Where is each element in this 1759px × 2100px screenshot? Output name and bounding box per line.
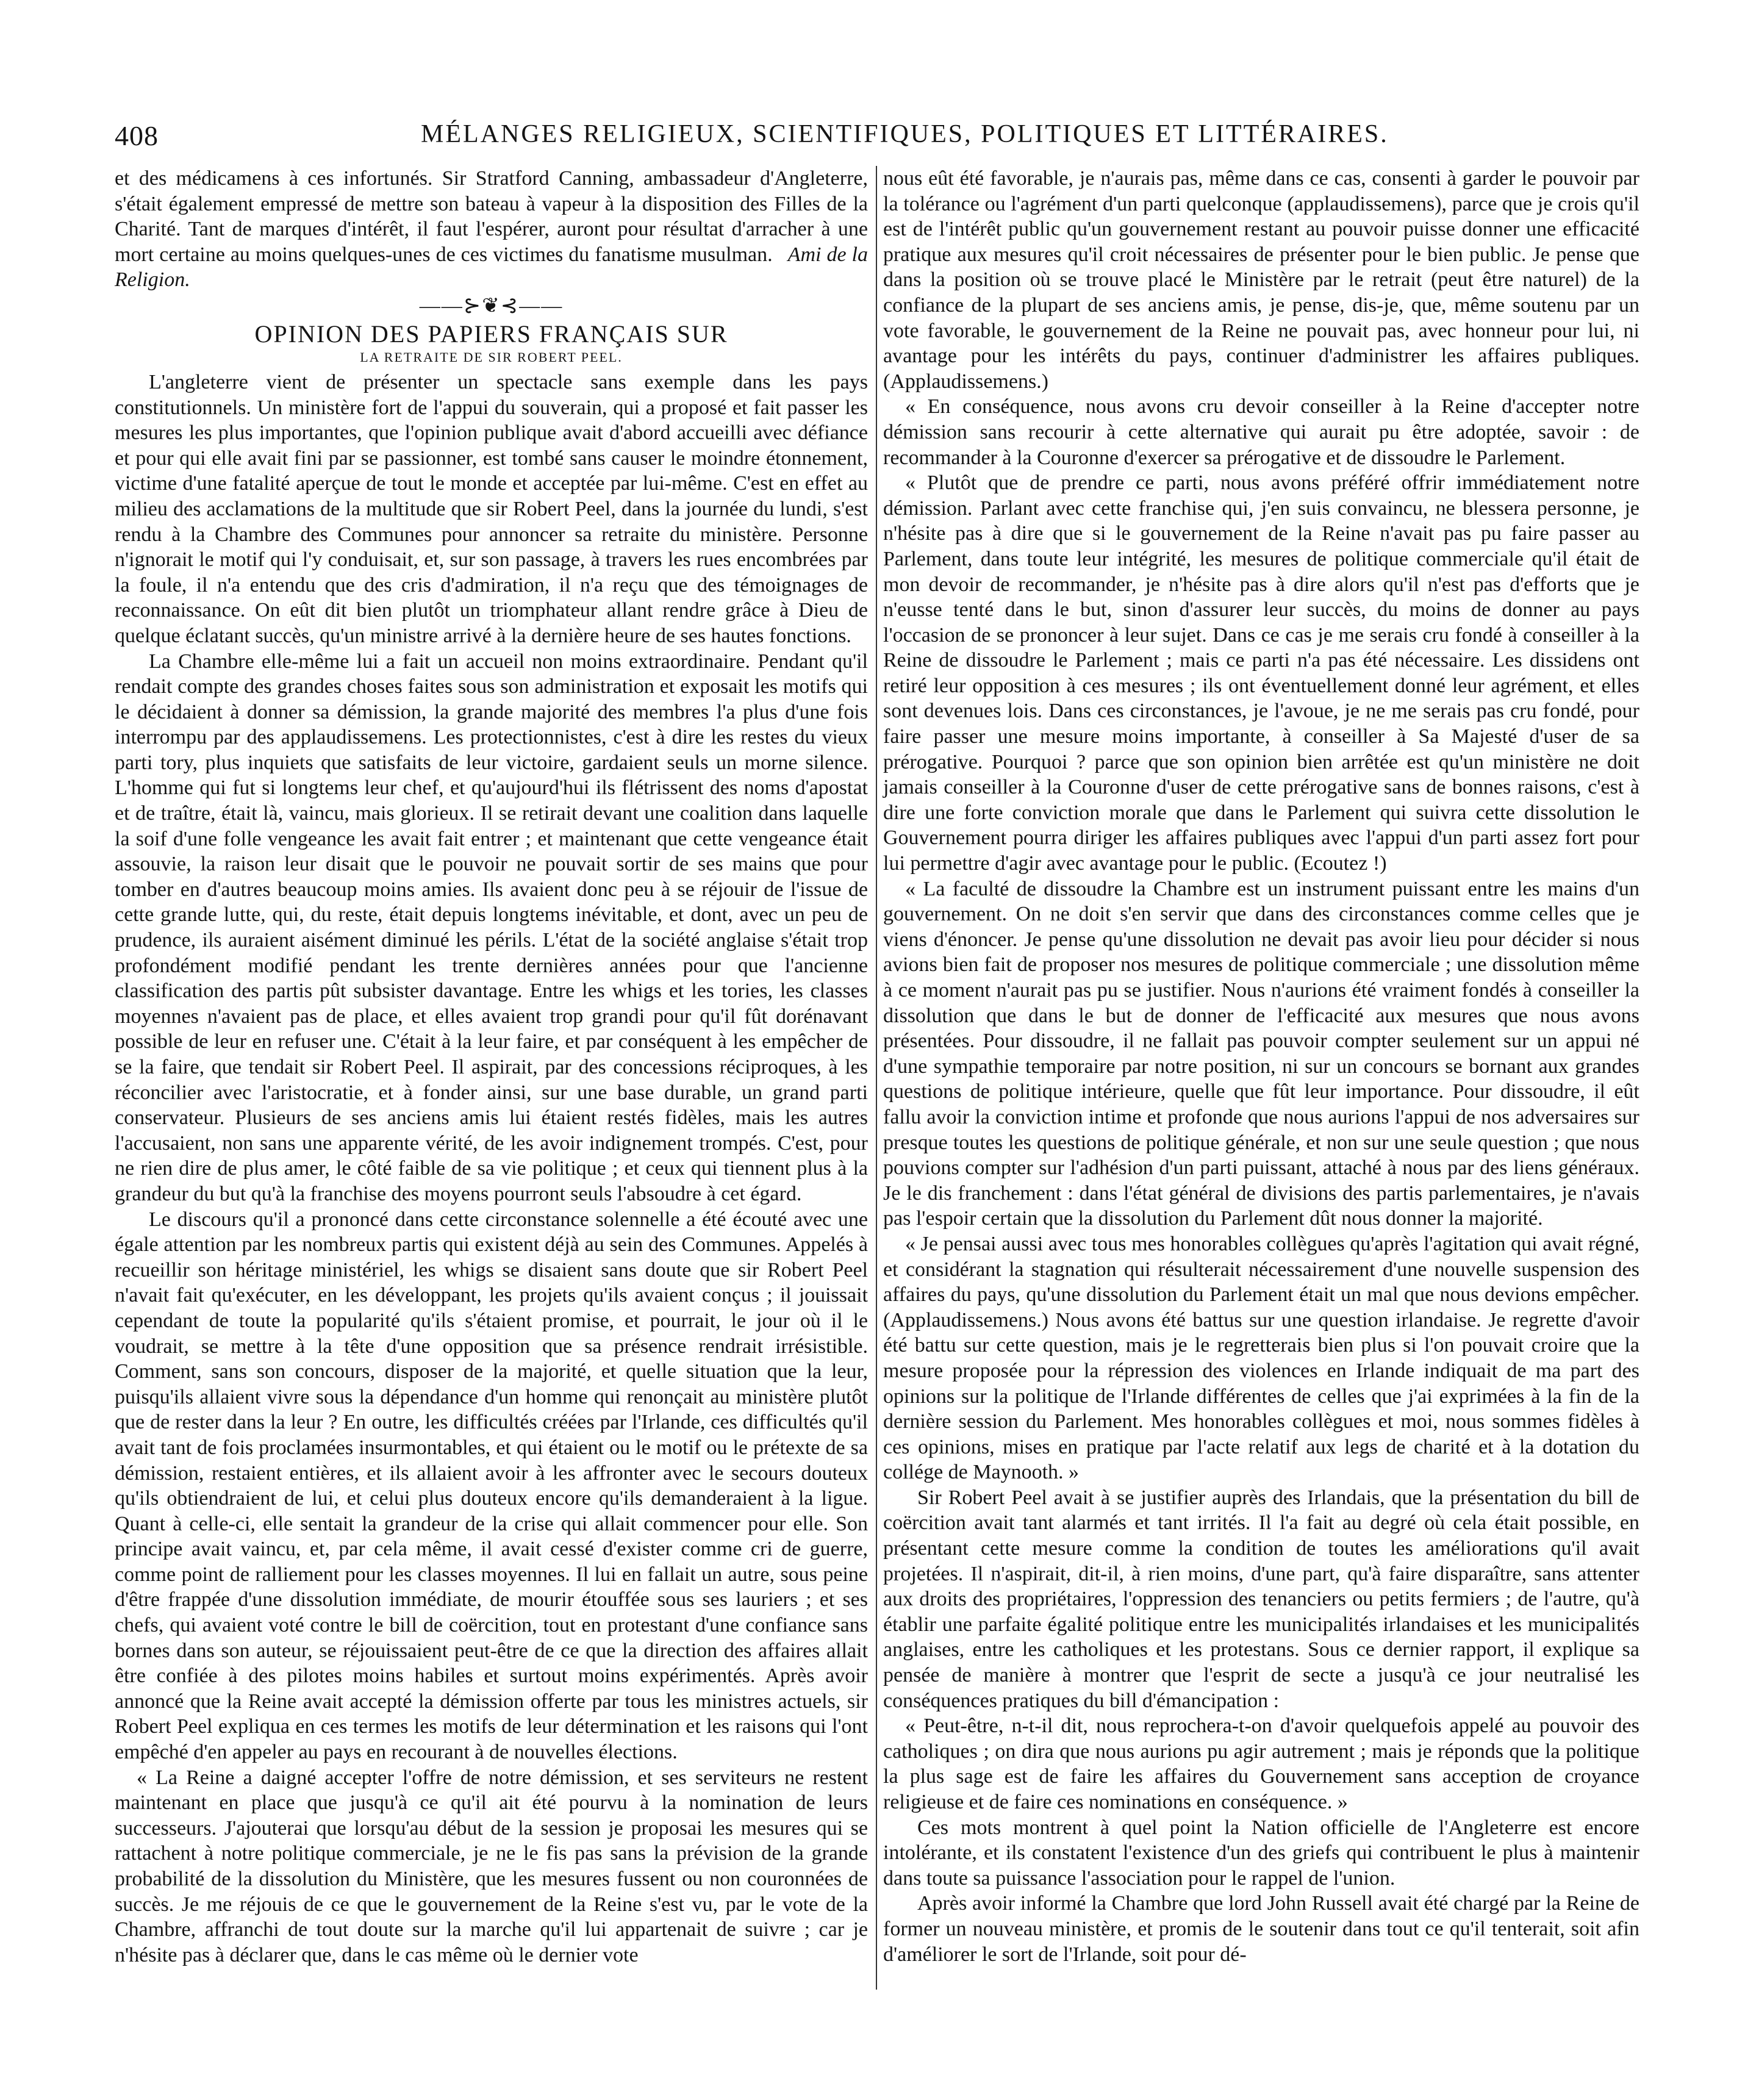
article-title: OPINION DES PAPIERS FRANÇAIS SUR — [254, 320, 728, 348]
column-divider — [876, 166, 877, 1990]
quote-paragraph: « La Reine a daigné accepter l'offre de notre démission, et ses serviteurs ne restent maintenant en place que jusqu'à ce qu'il ait été pourvu à la nomination de leurs successeurs. J'ajouterai que lorsqu'au début de la session je proposai les mesures qui se rattachent à notre politique commerciale, je ne le fis pas sans la prévision de la grande probabilité de la dissolution du Ministère, que les mesures fussent ou non couronnées de succès. Je me réjouis de ce que le gouvernement de la Reine s'est vu, par le vote de la Chambre, affranchi de tout doute sur la marche qu'il lui appartenait de suivre ; car je n'hésite pas à déclarer que, dans le cas même où le dernier vote — [115, 1766, 868, 1966]
article-paragraph: Le discours qu'il a prononcé dans cette circonstance solennelle a été écouté avec une égale attention par les nombreux partis qui existent déjà au sein des Communes. Appelés à recueillir son héritage ministériel, les whigs se disaient sans doute que sir Robert Peel n'avait fait qu'exécuter, en les développant, les projets qu'ils avaient conçus ; il jouissait cependant de toute la popularité qu'ils s'étaient promise, et pourrait, le jour où il le voudrait, se mettre à la tête d'une opposition que sa présence rendrait irrésistible. Comment, sans son concours, disposer de la majorité, et quelle situation que la leur, puisqu'ils allaient vivre sous la dépendance d'un homme qui renonçait au ministère plutôt que de rester dans la leur ? En outre, les difficultés créées par l'Irlande, ces difficultés qu'il avait tant de fois proclamées insurmontables, et qui étaient ou le motif ou le prétexte de sa démission, restaient entières, et ils allaient avoir à les affronter avec le secours douteux qu'ils obtiendraient de lui, et celui plus douteux encore qu'ils demanderaient à la ligue. Quant à celle-ci, elle sentait la grandeur de la crise qui allait commencer pour elle. Son principe avait vaincu, et, par cela même, il avait cessé d'exister comme cri de guerre, comme point de ralliement pour les classes moyennes. Il lui en fallait un autre, sous peine d'être frappée d'une dissolution immédiate, de mourir étouffée sous ses lauriers ; et ses chefs, qui avaient voté contre le bill de coërcition, tout en protestant d'une confiance sans bornes dans son auteur, se réjouissaient peut-être de ce que la direction des affaires allait être confiée à des pilotes moins habiles et surtout moins expérimentés. Après avoir annoncé que la Reine avait accepté la démission offerte par tous les ministres actuels, sir Robert Peel expliqua en ces termes les motifs de leur détermination et les raisons qui l'ont empêché d'en appeler au pays en recourant à de nouvelles élections. — [115, 1208, 868, 1764]
intro-paragraph — [115, 166, 868, 293]
intro-signature: Ami de la Religion. — [115, 243, 868, 292]
right-column — [883, 166, 1639, 1967]
page-number: 408 — [115, 120, 159, 151]
section-ornament: ——⊱❦⊰—— — [419, 294, 564, 317]
article-paragraph: Ces mots montrent à quel point la Nation officielle de l'Angleterre est encore intolérante, et ils constatent l'existence d'un des griefs qui contribuent le plus à maintenir dans toute sa puissance l'association pour le rappel de l'union. — [883, 1816, 1639, 1890]
article-paragraph: La Chambre elle-même lui a fait un accueil non moins extraordinaire. Pendant qu'il rendait compte des grandes choses faites sous son administration et exposait les motifs qui le décidaient à donner sa démission, la grande majorité des membres l'a plus d'une fois interrompu par des applaudissemens. Les protectionnistes, c'est à dire les restes du vieux parti tory, plus inquiets que satisfaits de leur victoire, gardaient seuls un morne silence. L'homme qui fut si longtems leur chef, et qu'aujourd'hui ils flétrissent des noms d'apostat et de traître, était là, vaincu, mais glorieux. Il se retirait devant une coalition dans laquelle la soif d'une folle vengeance les avait fait entrer ; et maintenant que cette vengeance était assouvie, la raison leur disait que le pouvoir ne pouvait sortir de ses mains que pour tomber en d'autres beaucoup moins amies. Ils avaient donc peu à se réjouir de l'issue de cette grande lutte, qui, du reste, était depuis longtems inévitable, et dont, avec un peu de prudence, ils auraient aisément diminué les périls. L'état de la société anglaise s'était trop profondément modifié pendant les trente dernières années pour que l'ancienne classification des partis pût subsister davantage. Entre les whigs et les tories, les classes moyennes n'avaient pas de place, et elles avaient trop grandi pour qu'il fût dorénavant possible de leur en refuser une. C'était à la leur faire, et par conséquent à les empêcher de se la faire, que tendait sir Robert Peel. Il aspirait, par des concessions réciproques, à les réconcilier avec l'aristocratie, et à fonder ainsi, sur une base durable, un grand parti conservateur. Plusieurs de ses anciens amis lui étaient restés fidèles, mais les autres l'accusaient, non sans une apparente vérité, de les avoir indignement trompés. C'est, pour ne rien dire de plus amer, le côté faible de sa vie politique ; et ceux qui tiennent plus à la grandeur du but qu'à la franchise des moyens pourront seuls l'absoudre à cet égard. — [115, 650, 868, 1205]
article-paragraph: Sir Robert Peel avait à se justifier auprès des Irlandais, que la présentation du bill de coërcition avait tant alarmés et tant irrités. Il l'a fait au degré où cela était possible, en présentant cette mesure comme la condition de toutes les améliorations qu'il avait projetées. Il n'aspirait, dit-il, à rien moins, d'une part, qu'à faire disparaître, sans attenter aux droits des propriétaires, l'oppression des tenanciers ou petits fermiers ; de l'autre, qu'à établir une parfaite égalité politique entre les municipalités irlandaises et les municipalités anglaises, entre les catholiques et les protestans. Sous ce dernier rapport, il explique sa pensée de manière à montrer que l'esprit de secte a jusqu'à ce jour neutralisé les conséquences pratiques du bill d'émancipation : — [883, 1486, 1639, 1712]
left-column — [115, 166, 868, 1968]
quote-paragraph: « Je pensai aussi avec tous mes honorables collègues qu'après l'agitation qui avait régné, et considérant la stagnation qui résulterait nécessairement d'une nouvelle suspension des affaires du pays, qu'une dissolution du Parlement était un mal que nous devions empêcher. (Applaudissemens.) Nous avons été battus sur une question irlandaise. Je regrette d'avoir été battu sur cette question, mais je le regretterais bien plus si l'on pouvait croire que la mesure proposée pour la répression des violences en Irlande indiquait de ma part des opinions sur la politique de l'Irlande différentes de celles que j'ai exprimées à la fin de la dernière session du Parlement. Mes honorables collègues et moi, nous sommes fidèles à ces opinions, mises en pratique par l'acte relatif aux legs de charité et à la dotation du collége de Maynooth. » — [883, 1232, 1639, 1484]
article-subtitle: LA RETRAITE DE SIR ROBERT PEEL. — [360, 349, 623, 365]
quote-paragraph: « En conséquence, nous avons cru devoir conseiller à la Reine d'accepter notre démission sans recourir à cette alternative qui aurait pu être adoptée, savoir : de recommander à la Couronne d'exercer sa prérogative et de dissoudre le Parlement. — [883, 395, 1639, 469]
quote-paragraph: « La faculté de dissoudre la Chambre est un instrument puissant entre les mains d'un gouvernement. On ne doit s'en servir que dans des circonstances comme celles que je viens d'énoncer. Je pense qu'une dissolution ne devait pas avoir lieu pour décider si nous avions bien fait de proposer nos mesures de politique commerciale ; une dissolution même à ce moment n'aurait pas pu se justifier. Nous n'aurions été vraiment fondés à conseiller la dissolution que dans le but de donner de l'efficacité aux mesures que nous avons présentées. Pour dissoudre, il ne fallait pas pouvoir compter seulement sur un appui né d'une sympathie temporaire par notre position, ni sur un concours se bornant aux grandes questions de politique intérieure, quelle que fût leur importance. Pour dissoudre, il eût fallu avoir la conviction intime et profonde que nous aurions l'appui de nos adversaires sur presque toutes les questions de politique générale, et non sur une seule question ; que nous pouvions compter sur l'adhésion d'un parti puissant, attaché à nous par des liens généraux. Je le dis franchement : dans l'état général de divisions des partis parlementaires, je n'avais pas l'espoir certain que la dissolution du Parlement dût nous donner la majorité. — [883, 877, 1639, 1230]
intro-text: et des médicamens à ces infortunés. Sir Stratford Canning, ambassadeur d'Angleterre, s'était également empressé de mettre son bateau à vapeur à la disposition des Filles de la Charité. Tant de marques d'intérêt, il faut l'espérer, auront pour résultat d'arracher à une mort certaine au moins quelques-unes de ces victimes du fanatisme musulman. — [115, 167, 868, 266]
quote-paragraph: « Plutôt que de prendre ce parti, nous avons préféré offrir immédiatement notre démission. Parlant avec cette franchise qui, j'en suis convaincu, ne blessera personne, je n'hésite pas à dire que si le gouvernement de la Reine n'avait pas pu faire passer au Parlement, dans toute leur intégrité, les mesures de politique commerciale qu'il était de mon devoir de recommander, je n'hésite pas à dire alors qu'il n'est pas d'efforts que je n'eusse tenté dans le but, sinon d'assurer leur succès, du moins de donner au pays l'occasion de se prononcer à leur sujet. Dans ce cas je me serais cru fondé à conseiller à la Reine de dissoudre le Parlement ; mais ce parti n'a pas été nécessaire. Les dissidens ont retiré leur opposition à ces mesures ; ils ont éventuellement donné leur agrément, et elles sont devenues lois. Dans ces circonstances, je l'avoue, je ne me serais pas cru fondé, pour faire passer une mesure moins importante, à conseiller à Sa Majesté d'user de sa prérogative. Pourquoi ? parce que son opinion bien arrêtée est qu'un ministère ne doit jamais conseiller à la Couronne d'user de cette prérogative sans de bonnes raisons, c'est à dire une forte conviction morale que dans le Parlement qui suivra cette dissolution le Gouvernement pourra diriger les affaires publiques avec l'appui d'un parti assez fort pour lui permettre d'agir avec avantage pour le public. (Ecoutez !) — [883, 471, 1639, 875]
running-title: MÉLANGES RELIGIEUX, SCIENTIFIQUES, POLITIQUES ET LITTÉRAIRES. — [421, 120, 1389, 148]
quote-continuation: nous eût été favorable, je n'aurais pas, même dans ce cas, consenti à garder le pouvoir par la tolérance ou l'agrément d'un parti quelconque (applaudissemens), parce que je crois qu'il est de l'intérêt public qu'un gouvernement restant au pouvoir puisse donner une efficacité pratique aux mesures qu'il croit nécessaires de présenter pour le bien public. Je pense que dans la position où se trouve placé le Ministère par le retrait (peut être naturel) de la confiance de la plupart de ses anciens amis, je pense, dis-je, que, même soutenu par un vote favorable, le gouvernement de la Reine ne pouvait pas, avec honneur pour lui, ni avantage pour les intérêts du pays, continuer d'administrer les affaires publiques. (Applaudissemens.) — [883, 167, 1639, 393]
article-paragraph: L'angleterre vient de présenter un spectacle sans exemple dans les pays constitutionnels. Un ministère fort de l'appui du souverain, qui a proposé et fait passer les mesures les plus importantes, que l'opinion publique avait d'abord accueilli avec défiance et pour qui elle avait fini par se passionner, est tombé sans causer le moindre étonnement, victime d'une fatalité aperçue de tout le monde et acceptée par lui-même. C'est en effet au milieu des acclamations de la multitude que sir Robert Peel, dans la journée du lundi, s'est rendu à la Chambre des Communes pour annoncer sa retraite du ministère. Personne n'ignorait le motif qui l'y conduisait, et, sur son passage, à travers les rues encombrées par la foule, il n'a entendu que des cris d'admiration, il n'a reçu que des témoignages de reconnaissance. On eût dit bien plutôt un triomphateur allant rendre grâce à Dieu de quelque éclatant succès, qu'un ministre arrivé à la dernière heure de ses hautes fonctions. — [115, 370, 868, 647]
quote-paragraph: « Peut-être, n-t-il dit, nous reprochera-t-on d'avoir quelquefois appelé au pouvoir des catholiques ; on dira que nous aurions pu agir autrement ; mais je réponds que la politique la plus sage est de faire les affaires du Gouvernement sans acception de croyance religieuse et de faire ces nominations en conséquence. » — [883, 1715, 1639, 1813]
article-paragraph: Après avoir informé la Chambre que lord John Russell avait été chargé par la Reine de former un nouveau ministère, et promis de le soutenir dans tout ce qu'il tenterait, soit afin d'améliorer le sort de l'Irlande, soit pour dé- — [883, 1892, 1639, 1966]
